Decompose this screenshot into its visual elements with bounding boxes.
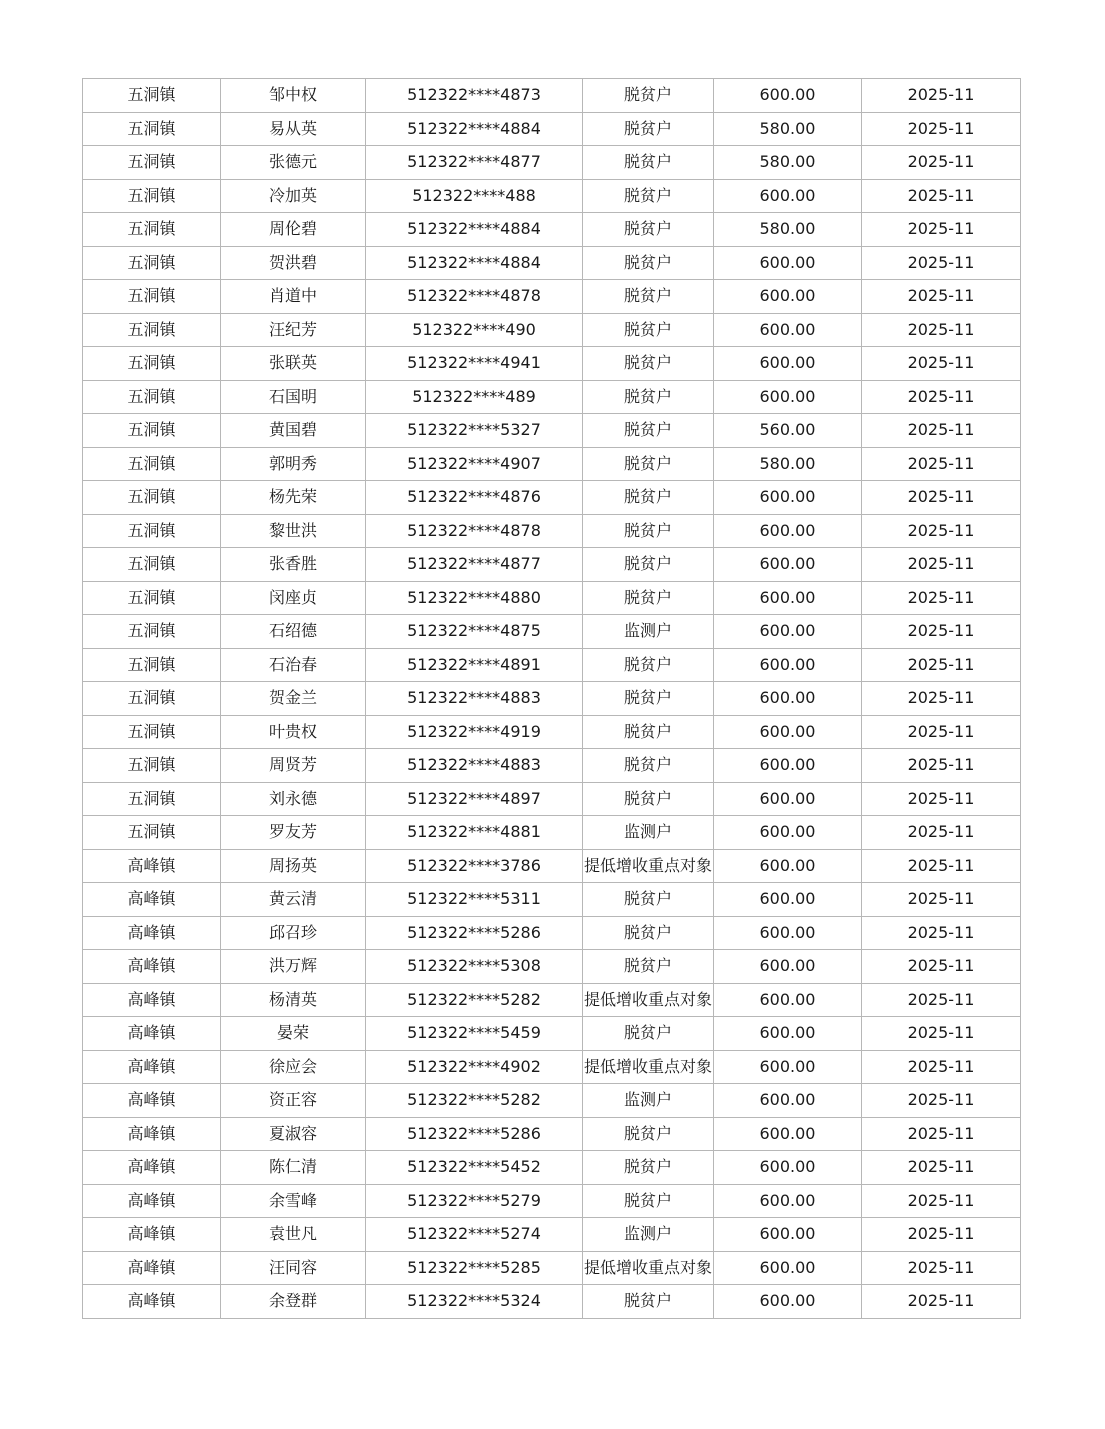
period-cell: 2025-11: [862, 1151, 1021, 1185]
table-row: [83, 414, 1021, 448]
town-cell: 五洞镇: [83, 548, 221, 582]
town-cell: 五洞镇: [83, 213, 221, 247]
town-cell: 高峰镇: [83, 1251, 221, 1285]
town-cell: 五洞镇: [83, 782, 221, 816]
id-number-cell: 512322****5282: [366, 1084, 583, 1118]
town-cell: 高峰镇: [83, 1184, 221, 1218]
household-type-cell: 脱贫户: [583, 548, 714, 582]
amount-cell: 600.00: [714, 950, 862, 984]
id-number-cell: 512322****5279: [366, 1184, 583, 1218]
household-type-cell: 脱贫户: [583, 782, 714, 816]
household-type-cell: 脱贫户: [583, 280, 714, 314]
id-number-cell: 512322****4884: [366, 246, 583, 280]
town-cell: 五洞镇: [83, 280, 221, 314]
table-row: [83, 1151, 1021, 1185]
name-cell: 刘永德: [221, 782, 366, 816]
period-cell: 2025-11: [862, 548, 1021, 582]
household-type-cell: 脱贫户: [583, 246, 714, 280]
name-cell: 周伦碧: [221, 213, 366, 247]
town-cell: 五洞镇: [83, 481, 221, 515]
name-cell: 黎世洪: [221, 514, 366, 548]
period-cell: 2025-11: [862, 1084, 1021, 1118]
town-cell: 五洞镇: [83, 514, 221, 548]
amount-cell: 600.00: [714, 1017, 862, 1051]
id-number-cell: 512322****4891: [366, 648, 583, 682]
id-number-cell: 512322****490: [366, 313, 583, 347]
town-cell: 高峰镇: [83, 849, 221, 883]
table-row: [83, 950, 1021, 984]
period-cell: 2025-11: [862, 715, 1021, 749]
period-cell: 2025-11: [862, 983, 1021, 1017]
period-cell: 2025-11: [862, 380, 1021, 414]
name-cell: 杨清英: [221, 983, 366, 1017]
household-type-cell: 提低增收重点对象: [583, 1251, 714, 1285]
household-type-cell: 脱贫户: [583, 380, 714, 414]
amount-cell: 560.00: [714, 414, 862, 448]
town-cell: 高峰镇: [83, 1017, 221, 1051]
amount-cell: 600.00: [714, 849, 862, 883]
table-row: [83, 1117, 1021, 1151]
town-cell: 五洞镇: [83, 447, 221, 481]
town-cell: 五洞镇: [83, 347, 221, 381]
town-cell: 高峰镇: [83, 1084, 221, 1118]
amount-cell: 600.00: [714, 581, 862, 615]
name-cell: 杨先荣: [221, 481, 366, 515]
roster-table-body: [83, 79, 1021, 1319]
household-type-cell: 脱贫户: [583, 1117, 714, 1151]
name-cell: 黄国碧: [221, 414, 366, 448]
period-cell: 2025-11: [862, 280, 1021, 314]
amount-cell: 600.00: [714, 514, 862, 548]
town-cell: 高峰镇: [83, 1218, 221, 1252]
id-number-cell: 512322****4883: [366, 749, 583, 783]
amount-cell: 600.00: [714, 548, 862, 582]
town-cell: 高峰镇: [83, 950, 221, 984]
id-number-cell: 512322****4875: [366, 615, 583, 649]
id-number-cell: 512322****5324: [366, 1285, 583, 1319]
household-type-cell: 提低增收重点对象: [583, 983, 714, 1017]
household-type-cell: 脱贫户: [583, 481, 714, 515]
amount-cell: 580.00: [714, 447, 862, 481]
town-cell: 五洞镇: [83, 414, 221, 448]
period-cell: 2025-11: [862, 313, 1021, 347]
household-type-cell: 脱贫户: [583, 1151, 714, 1185]
town-cell: 五洞镇: [83, 715, 221, 749]
household-type-cell: 脱贫户: [583, 682, 714, 716]
name-cell: 徐应会: [221, 1050, 366, 1084]
amount-cell: 600.00: [714, 380, 862, 414]
period-cell: 2025-11: [862, 246, 1021, 280]
id-number-cell: 512322****5282: [366, 983, 583, 1017]
name-cell: 夏淑容: [221, 1117, 366, 1151]
period-cell: 2025-11: [862, 79, 1021, 113]
name-cell: 贺金兰: [221, 682, 366, 716]
amount-cell: 600.00: [714, 79, 862, 113]
table-row: [83, 715, 1021, 749]
table-row: [83, 1285, 1021, 1319]
name-cell: 邹中权: [221, 79, 366, 113]
id-number-cell: 512322****4907: [366, 447, 583, 481]
id-number-cell: 512322****4881: [366, 816, 583, 850]
table-row: [83, 648, 1021, 682]
household-type-cell: 提低增收重点对象: [583, 1050, 714, 1084]
name-cell: 汪同容: [221, 1251, 366, 1285]
amount-cell: 600.00: [714, 615, 862, 649]
name-cell: 石绍德: [221, 615, 366, 649]
household-type-cell: 脱贫户: [583, 581, 714, 615]
household-type-cell: 脱贫户: [583, 213, 714, 247]
table-row: [83, 213, 1021, 247]
town-cell: 五洞镇: [83, 313, 221, 347]
name-cell: 周贤芳: [221, 749, 366, 783]
name-cell: 张德元: [221, 146, 366, 180]
id-number-cell: 512322****4873: [366, 79, 583, 113]
name-cell: 贺洪碧: [221, 246, 366, 280]
id-number-cell: 512322****4897: [366, 782, 583, 816]
town-cell: 五洞镇: [83, 112, 221, 146]
amount-cell: 600.00: [714, 179, 862, 213]
amount-cell: 600.00: [714, 347, 862, 381]
table-row: [83, 883, 1021, 917]
table-row: [83, 280, 1021, 314]
period-cell: 2025-11: [862, 481, 1021, 515]
period-cell: 2025-11: [862, 1017, 1021, 1051]
id-number-cell: 512322****4877: [366, 548, 583, 582]
amount-cell: 600.00: [714, 1184, 862, 1218]
town-cell: 高峰镇: [83, 916, 221, 950]
household-type-cell: 脱贫户: [583, 1184, 714, 1218]
name-cell: 汪纪芳: [221, 313, 366, 347]
id-number-cell: 512322****5285: [366, 1251, 583, 1285]
table-row: [83, 849, 1021, 883]
amount-cell: 600.00: [714, 313, 862, 347]
period-cell: 2025-11: [862, 1050, 1021, 1084]
amount-cell: 600.00: [714, 648, 862, 682]
amount-cell: 580.00: [714, 213, 862, 247]
period-cell: 2025-11: [862, 179, 1021, 213]
town-cell: 五洞镇: [83, 749, 221, 783]
period-cell: 2025-11: [862, 950, 1021, 984]
period-cell: 2025-11: [862, 1117, 1021, 1151]
id-number-cell: 512322****5327: [366, 414, 583, 448]
amount-cell: 580.00: [714, 146, 862, 180]
name-cell: 余登群: [221, 1285, 366, 1319]
period-cell: 2025-11: [862, 213, 1021, 247]
table-row: [83, 514, 1021, 548]
amount-cell: 600.00: [714, 816, 862, 850]
name-cell: 罗友芳: [221, 816, 366, 850]
period-cell: 2025-11: [862, 447, 1021, 481]
household-type-cell: 脱贫户: [583, 447, 714, 481]
name-cell: 晏荣: [221, 1017, 366, 1051]
period-cell: 2025-11: [862, 1251, 1021, 1285]
id-number-cell: 512322****4902: [366, 1050, 583, 1084]
town-cell: 高峰镇: [83, 883, 221, 917]
table-row: [83, 481, 1021, 515]
period-cell: 2025-11: [862, 782, 1021, 816]
table-row: [83, 615, 1021, 649]
id-number-cell: 512322****5459: [366, 1017, 583, 1051]
household-type-cell: 脱贫户: [583, 514, 714, 548]
period-cell: 2025-11: [862, 514, 1021, 548]
name-cell: 余雪峰: [221, 1184, 366, 1218]
id-number-cell: 512322****3786: [366, 849, 583, 883]
town-cell: 五洞镇: [83, 682, 221, 716]
period-cell: 2025-11: [862, 749, 1021, 783]
table-row: [83, 983, 1021, 1017]
town-cell: 五洞镇: [83, 380, 221, 414]
household-type-cell: 脱贫户: [583, 313, 714, 347]
table-row: [83, 112, 1021, 146]
name-cell: 黄云清: [221, 883, 366, 917]
town-cell: 五洞镇: [83, 581, 221, 615]
id-number-cell: 512322****5452: [366, 1151, 583, 1185]
id-number-cell: 512322****5274: [366, 1218, 583, 1252]
table-row: [83, 1184, 1021, 1218]
period-cell: 2025-11: [862, 347, 1021, 381]
id-number-cell: 512322****5286: [366, 1117, 583, 1151]
period-cell: 2025-11: [862, 682, 1021, 716]
table-row: [83, 347, 1021, 381]
household-type-cell: 监测户: [583, 1218, 714, 1252]
period-cell: 2025-11: [862, 816, 1021, 850]
amount-cell: 600.00: [714, 280, 862, 314]
period-cell: 2025-11: [862, 414, 1021, 448]
table-row: [83, 447, 1021, 481]
table-row: [83, 179, 1021, 213]
table-row: [83, 782, 1021, 816]
amount-cell: 600.00: [714, 682, 862, 716]
household-type-cell: 脱贫户: [583, 715, 714, 749]
amount-cell: 600.00: [714, 481, 862, 515]
town-cell: 高峰镇: [83, 1117, 221, 1151]
period-cell: 2025-11: [862, 615, 1021, 649]
table-row: [83, 246, 1021, 280]
id-number-cell: 512322****4941: [366, 347, 583, 381]
table-row: [83, 1251, 1021, 1285]
household-type-cell: 脱贫户: [583, 883, 714, 917]
period-cell: 2025-11: [862, 112, 1021, 146]
table-row: [83, 313, 1021, 347]
period-cell: 2025-11: [862, 581, 1021, 615]
id-number-cell: 512322****4877: [366, 146, 583, 180]
name-cell: 周扬英: [221, 849, 366, 883]
id-number-cell: 512322****4880: [366, 581, 583, 615]
household-type-cell: 提低增收重点对象: [583, 849, 714, 883]
name-cell: 张联英: [221, 347, 366, 381]
amount-cell: 600.00: [714, 883, 862, 917]
household-type-cell: 脱贫户: [583, 1285, 714, 1319]
household-type-cell: 脱贫户: [583, 79, 714, 113]
id-number-cell: 512322****4878: [366, 280, 583, 314]
town-cell: 五洞镇: [83, 246, 221, 280]
amount-cell: 600.00: [714, 782, 862, 816]
town-cell: 高峰镇: [83, 1050, 221, 1084]
name-cell: 资正容: [221, 1084, 366, 1118]
household-type-cell: 脱贫户: [583, 414, 714, 448]
name-cell: 洪万辉: [221, 950, 366, 984]
table-row: [83, 749, 1021, 783]
town-cell: 五洞镇: [83, 146, 221, 180]
amount-cell: 600.00: [714, 1084, 862, 1118]
household-type-cell: 脱贫户: [583, 749, 714, 783]
table-row: [83, 1084, 1021, 1118]
amount-cell: 600.00: [714, 246, 862, 280]
id-number-cell: 512322****489: [366, 380, 583, 414]
amount-cell: 600.00: [714, 749, 862, 783]
town-cell: 五洞镇: [83, 179, 221, 213]
table-row: [83, 548, 1021, 582]
period-cell: 2025-11: [862, 916, 1021, 950]
id-number-cell: 512322****4878: [366, 514, 583, 548]
amount-cell: 600.00: [714, 1251, 862, 1285]
name-cell: 石治春: [221, 648, 366, 682]
household-type-cell: 脱贫户: [583, 112, 714, 146]
table-row: [83, 1218, 1021, 1252]
id-number-cell: 512322****488: [366, 179, 583, 213]
town-cell: 高峰镇: [83, 1151, 221, 1185]
table-row: [83, 816, 1021, 850]
town-cell: 五洞镇: [83, 615, 221, 649]
name-cell: 袁世凡: [221, 1218, 366, 1252]
period-cell: 2025-11: [862, 849, 1021, 883]
amount-cell: 600.00: [714, 916, 862, 950]
name-cell: 冷加英: [221, 179, 366, 213]
table-row: [83, 682, 1021, 716]
id-number-cell: 512322****5286: [366, 916, 583, 950]
town-cell: 五洞镇: [83, 79, 221, 113]
name-cell: 陈仁清: [221, 1151, 366, 1185]
name-cell: 邱召珍: [221, 916, 366, 950]
amount-cell: 600.00: [714, 1151, 862, 1185]
table-row: [83, 581, 1021, 615]
name-cell: 郭明秀: [221, 447, 366, 481]
amount-cell: 600.00: [714, 1285, 862, 1319]
town-cell: 高峰镇: [83, 1285, 221, 1319]
household-type-cell: 脱贫户: [583, 916, 714, 950]
household-type-cell: 监测户: [583, 615, 714, 649]
id-number-cell: 512322****4884: [366, 112, 583, 146]
amount-cell: 600.00: [714, 715, 862, 749]
household-type-cell: 脱贫户: [583, 1017, 714, 1051]
amount-cell: 600.00: [714, 1117, 862, 1151]
id-number-cell: 512322****4876: [366, 481, 583, 515]
amount-cell: 580.00: [714, 112, 862, 146]
name-cell: 易从英: [221, 112, 366, 146]
name-cell: 石国明: [221, 380, 366, 414]
town-cell: 五洞镇: [83, 816, 221, 850]
household-type-cell: 监测户: [583, 816, 714, 850]
period-cell: 2025-11: [862, 1218, 1021, 1252]
amount-cell: 600.00: [714, 1218, 862, 1252]
period-cell: 2025-11: [862, 146, 1021, 180]
town-cell: 五洞镇: [83, 648, 221, 682]
table-row: [83, 1017, 1021, 1051]
id-number-cell: 512322****4919: [366, 715, 583, 749]
id-number-cell: 512322****5308: [366, 950, 583, 984]
id-number-cell: 512322****5311: [366, 883, 583, 917]
table-row: [83, 79, 1021, 113]
household-type-cell: 脱贫户: [583, 648, 714, 682]
name-cell: 叶贵权: [221, 715, 366, 749]
table-row: [83, 146, 1021, 180]
town-cell: 高峰镇: [83, 983, 221, 1017]
subsidy-roster-table: [82, 78, 1021, 1319]
household-type-cell: 脱贫户: [583, 146, 714, 180]
id-number-cell: 512322****4884: [366, 213, 583, 247]
id-number-cell: 512322****4883: [366, 682, 583, 716]
amount-cell: 600.00: [714, 1050, 862, 1084]
name-cell: 肖道中: [221, 280, 366, 314]
name-cell: 闵座贞: [221, 581, 366, 615]
household-type-cell: 监测户: [583, 1084, 714, 1118]
household-type-cell: 脱贫户: [583, 179, 714, 213]
table-row: [83, 916, 1021, 950]
household-type-cell: 脱贫户: [583, 347, 714, 381]
period-cell: 2025-11: [862, 648, 1021, 682]
period-cell: 2025-11: [862, 1285, 1021, 1319]
period-cell: 2025-11: [862, 883, 1021, 917]
table-row: [83, 380, 1021, 414]
amount-cell: 600.00: [714, 983, 862, 1017]
name-cell: 张香胜: [221, 548, 366, 582]
period-cell: 2025-11: [862, 1184, 1021, 1218]
table-row: [83, 1050, 1021, 1084]
household-type-cell: 脱贫户: [583, 950, 714, 984]
